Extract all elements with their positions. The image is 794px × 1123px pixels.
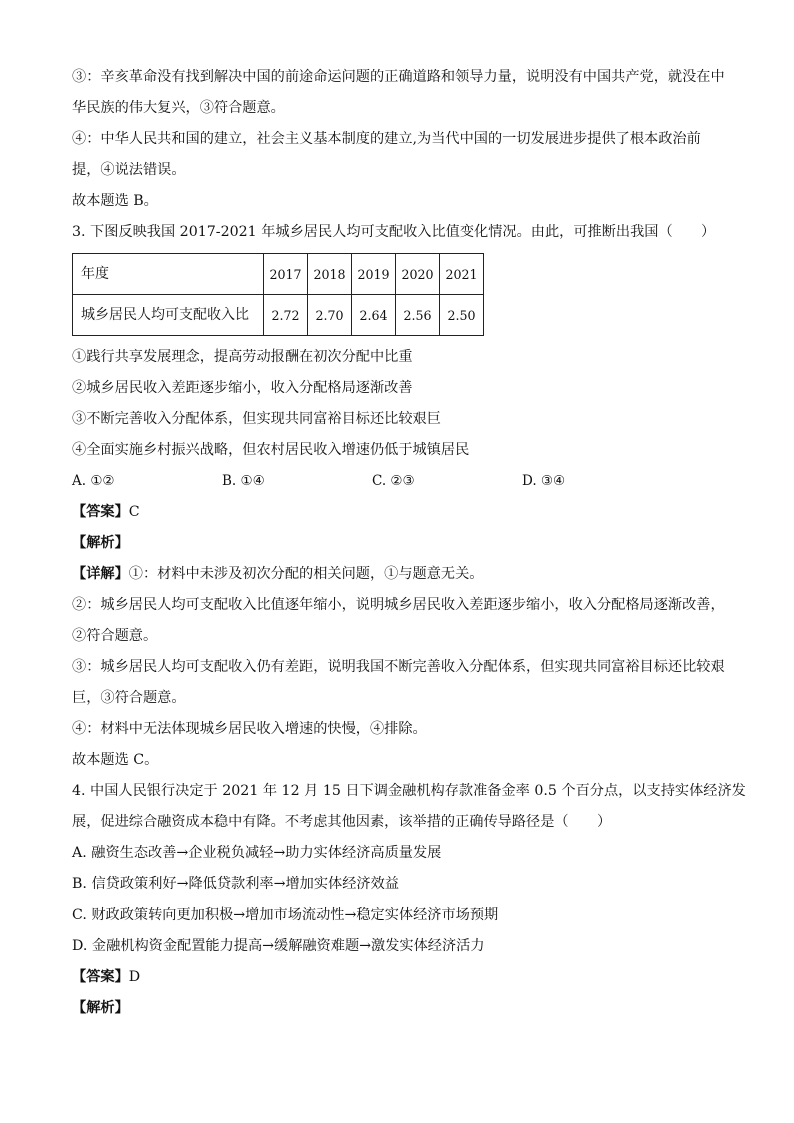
answer-tag: 【答案】 xyxy=(72,969,129,985)
table-ratio-cell: 2.72 xyxy=(264,295,308,336)
table-year-cell: 2020 xyxy=(396,254,440,295)
q3-statement-4: ④全面实施乡村振兴战略，但农村居民收入增速仍低于城镇居民 xyxy=(72,442,470,458)
q4-option-a: A. 融资生态改善→企业税负减轻→助力实体经济高质量发展 xyxy=(72,845,442,861)
q3-conclusion: 故本题选 C。 xyxy=(72,752,159,768)
q3-answer-line xyxy=(72,497,722,528)
q2-conclusion: 故本题选 B。 xyxy=(72,193,158,209)
q3-detail-3b: 巨，③符合题意。 xyxy=(72,690,186,706)
income-ratio-table xyxy=(72,253,484,336)
q3-detail-1 xyxy=(72,559,722,590)
table-ratio-cell: 2.50 xyxy=(440,295,484,336)
q3-option-c: C. ②③ xyxy=(372,473,415,489)
income-ratio-table-wrap xyxy=(72,253,722,336)
q4-option-b: B. 信贷政策利好→降低贷款利率→增加实体经济效益 xyxy=(72,876,399,892)
table-year-cell: 2019 xyxy=(352,254,396,295)
q3-option-b: B. ①④ xyxy=(222,473,265,489)
q4-option-c: C. 财政政策转向更加积极→增加市场流动性→稳定实体经济市场预期 xyxy=(72,907,499,923)
q4-analysis-heading xyxy=(72,993,722,1024)
q2-analysis-4a: ④：中华人民共和国的建立，社会主义基本制度的建立,为当代中国的一切发展进步提供了根本政治前 xyxy=(72,131,701,147)
analysis-tag: 【解析】 xyxy=(72,1000,129,1016)
table-ratio-cell: 2.70 xyxy=(308,295,352,336)
detail-tag: 【详解】 xyxy=(72,566,129,582)
answer-value: D xyxy=(128,969,141,985)
table-data-row xyxy=(73,295,484,336)
q3-option-d: D. ③④ xyxy=(522,473,566,489)
q3-analysis-heading xyxy=(72,528,722,559)
table-ratio-cell: 2.56 xyxy=(396,295,440,336)
q3-stem: 3. 下图反映我国 2017-2021 年城乡居民人均可支配收入比值变化情况。由此，可推断出我国（ ） xyxy=(72,224,716,240)
q3-detail-4: ④：材料中无法体现城乡居民收入增速的快慢，④排除。 xyxy=(72,721,427,737)
table-year-cell: 2017 xyxy=(264,254,308,295)
detail-text: ①：材料中未涉及初次分配的相关问题，①与题意无关。 xyxy=(128,566,484,582)
q3-detail-2b: ②符合题意。 xyxy=(72,628,158,644)
q3-detail-3a: ③：城乡居民人均可支配收入仍有差距，说明我国不断完善收入分配体系，但实现共同富裕目标还比较艰 xyxy=(72,659,725,675)
q3-option-a: A. ①② xyxy=(72,473,115,489)
q3-detail-2a: ②：城乡居民人均可支配收入比值逐年缩小，说明城乡居民收入差距逐步缩小，收入分配格局逐渐改善， xyxy=(72,597,725,613)
q3-statement-2: ②城乡居民收入差距逐步缩小，收入分配格局逐渐改善 xyxy=(72,380,413,396)
table-year-cell: 2018 xyxy=(308,254,352,295)
analysis-tag: 【解析】 xyxy=(72,535,129,551)
q4-stem-a: 4. 中国人民银行决定于 2021 年 12 月 15 日下调金融机构存款准备金率 0.5 个百分点，以支持实体经济发 xyxy=(72,783,746,799)
q3-options xyxy=(72,466,672,497)
q4-option-d: D. 金融机构资金配置能力提高→缓解融资难题→激发实体经济活力 xyxy=(72,938,485,954)
q2-analysis-4b: 提，④说法错误。 xyxy=(72,162,186,178)
q2-analysis-3a: ③：辛亥革命没有找到解决中国的前途命运问题的正确道路和领导力量，说明没有中国共产党，就没在中 xyxy=(72,69,725,85)
table-header-row xyxy=(73,254,484,295)
answer-value: C xyxy=(128,504,140,520)
table-header-label: 年度 xyxy=(73,254,264,295)
q4-stem-b: 展，促进综合融资成本稳中有降。不考虑其他因素，该举措的正确传导路径是（ ） xyxy=(72,814,612,830)
table-year-cell: 2021 xyxy=(440,254,484,295)
table-row-label: 城乡居民人均可支配收入比 xyxy=(73,295,264,336)
q4-answer-line xyxy=(72,962,722,993)
table-ratio-cell: 2.64 xyxy=(352,295,396,336)
answer-tag: 【答案】 xyxy=(72,504,129,520)
q3-statement-3: ③不断完善收入分配体系，但实现共同富裕目标还比较艰巨 xyxy=(72,411,441,427)
document-page xyxy=(72,62,746,1024)
q2-analysis-3b: 华民族的伟大复兴，③符合题意。 xyxy=(72,100,285,116)
q3-statement-1: ①践行共享发展理念，提高劳动报酬在初次分配中比重 xyxy=(72,349,413,365)
